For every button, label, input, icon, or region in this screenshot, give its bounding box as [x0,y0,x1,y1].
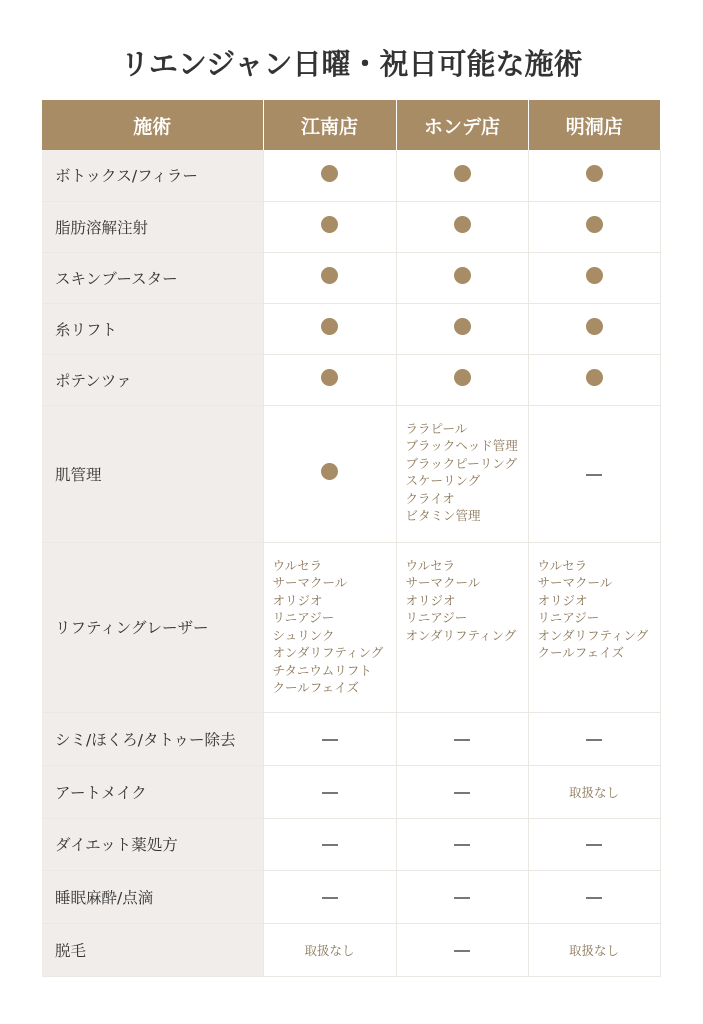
treatment-list-cell [528,542,660,712]
treatment-list-cell [396,542,528,712]
table-body [42,150,660,976]
treatment-list-item: クライオ [405,490,455,506]
not-offered-label: 取扱なし [304,943,355,958]
unavailable-cell [396,712,528,765]
unavailable-dash-icon [586,844,602,846]
treatment-list-cell [396,405,528,542]
treatment-list-item: チタニウムリフト [272,662,372,678]
table-row [42,923,660,976]
unavailable-dash-icon [454,792,470,794]
unavailable-cell [528,405,660,542]
available-cell [396,303,528,354]
available-cell [396,252,528,303]
not-offered-label: 取扱なし [568,943,619,958]
table-row [42,405,660,542]
unavailable-cell [263,870,396,923]
unavailable-cell [263,712,396,765]
available-cell [528,201,660,252]
treatment-name: 糸リフト [42,303,263,354]
unavailable-cell [396,818,528,870]
available-cell [396,354,528,405]
treatment-list-item: オンダリフティング [272,645,384,660]
available-dot-icon [586,318,603,335]
treatment-list-item: オンダリフティング [537,627,649,643]
treatment-name: アートメイク [42,765,263,818]
available-cell [396,201,528,252]
treatment-list-item: サーマクール [272,575,348,590]
unavailable-dash-icon [454,897,470,899]
unavailable-dash-icon [322,897,338,899]
treatment-list-item: シュリンク [272,627,335,643]
treatment-list-item: リニアジー [537,610,600,625]
available-dot-icon [321,216,338,233]
unavailable-dash-icon [322,844,338,846]
available-dot-icon [586,216,603,233]
treatment-name: 肌管理 [42,405,263,542]
available-dot-icon [321,463,338,480]
treatment-name: スキンブースター [42,252,263,303]
treatment-list-item: ウルセラ [537,557,588,573]
header-row [42,100,660,150]
treatment-list-item: サーマクール [405,575,481,590]
available-dot-icon [586,267,603,284]
treatment-list-item: ブラックピーリング [405,455,518,471]
header-treatment: 施術 [42,100,263,150]
unavailable-dash-icon [586,474,602,476]
treatment-list-item: クールフェイズ [272,680,360,695]
treatment-list-item: ララピール [405,420,468,436]
table-row [42,870,660,923]
treatment-name: リフティングレーザー [42,542,263,712]
unavailable-dash-icon [322,739,338,741]
available-cell [263,354,396,405]
table-row [42,354,660,405]
unavailable-cell [263,765,396,818]
available-dot-icon [586,369,603,386]
available-dot-icon [321,369,338,386]
unavailable-cell [263,818,396,870]
page-title: リエンジャン日曜・祝日可能な施術 [120,47,583,81]
unavailable-dash-icon [454,950,470,952]
available-cell [263,405,396,542]
treatment-list-item: オリジオ [537,592,588,608]
header-gangnam: 江南店 [263,100,396,150]
unavailable-cell [528,818,660,870]
available-dot-icon [454,318,471,335]
table-row [42,542,660,712]
table-row [42,303,660,354]
unavailable-cell [396,923,528,976]
treatment-list-item: オンダリフティング [405,627,517,643]
treatment-list-item: オリジオ [272,592,323,608]
not-offered-label: 取扱なし [568,785,619,800]
treatment-list-item: ウルセラ [272,557,323,573]
available-dot-icon [321,267,338,284]
not-offered-cell [263,923,396,976]
available-dot-icon [321,165,338,182]
available-dot-icon [321,318,338,335]
header-myeongdong: 明洞店 [528,100,660,150]
treatment-list-item: リニアジー [272,610,335,625]
treatment-name: ダイエット薬処方 [42,818,263,870]
table-row [42,712,660,765]
treatment-list-item: ビタミン管理 [405,508,481,523]
treatment-name: 脂肪溶解注射 [42,201,263,252]
treatment-list-item: リニアジー [405,610,468,625]
unavailable-cell [396,765,528,818]
unavailable-cell [396,870,528,923]
treatment-name: 睡眠麻酔/点滴 [42,870,263,923]
table-row [42,765,660,818]
available-cell [263,201,396,252]
available-cell [528,354,660,405]
treatment-name: ボトックス/フィラー [42,150,263,201]
available-dot-icon [454,369,471,386]
not-offered-cell [528,923,660,976]
unavailable-cell [528,870,660,923]
treatment-list-item: オリジオ [405,592,456,608]
available-dot-icon [586,165,603,182]
treatment-name: シミ/ほくろ/タトゥー除去 [42,712,263,765]
treatment-list-item: ウルセラ [405,557,456,573]
unavailable-cell [528,712,660,765]
unavailable-dash-icon [586,739,602,741]
available-cell [528,303,660,354]
available-dot-icon [454,165,471,182]
available-cell [263,150,396,201]
unavailable-dash-icon [322,792,338,794]
available-dot-icon [454,216,471,233]
table-row [42,150,660,201]
not-offered-cell [528,765,660,818]
table-row [42,252,660,303]
available-cell [263,252,396,303]
treatment-list-item: サーマクール [537,575,613,590]
available-cell [263,303,396,354]
treatment-list-item: クールフェイズ [537,645,625,660]
available-cell [528,150,660,201]
available-dot-icon [454,267,471,284]
table-row [42,818,660,870]
table-row [42,201,660,252]
treatment-name: ポテンツァ [42,354,263,405]
header-hongdae: ホンデ店 [396,100,528,150]
treatment-name: 脱毛 [42,923,263,976]
treatment-list-item: ブラックヘッド管理 [405,438,518,453]
available-cell [396,150,528,201]
unavailable-dash-icon [454,739,470,741]
available-cell [528,252,660,303]
treatment-list-item: スケーリング [405,473,481,488]
treatment-availability-table [42,100,661,977]
treatment-list-cell [263,542,396,712]
unavailable-dash-icon [454,844,470,846]
unavailable-dash-icon [586,897,602,899]
